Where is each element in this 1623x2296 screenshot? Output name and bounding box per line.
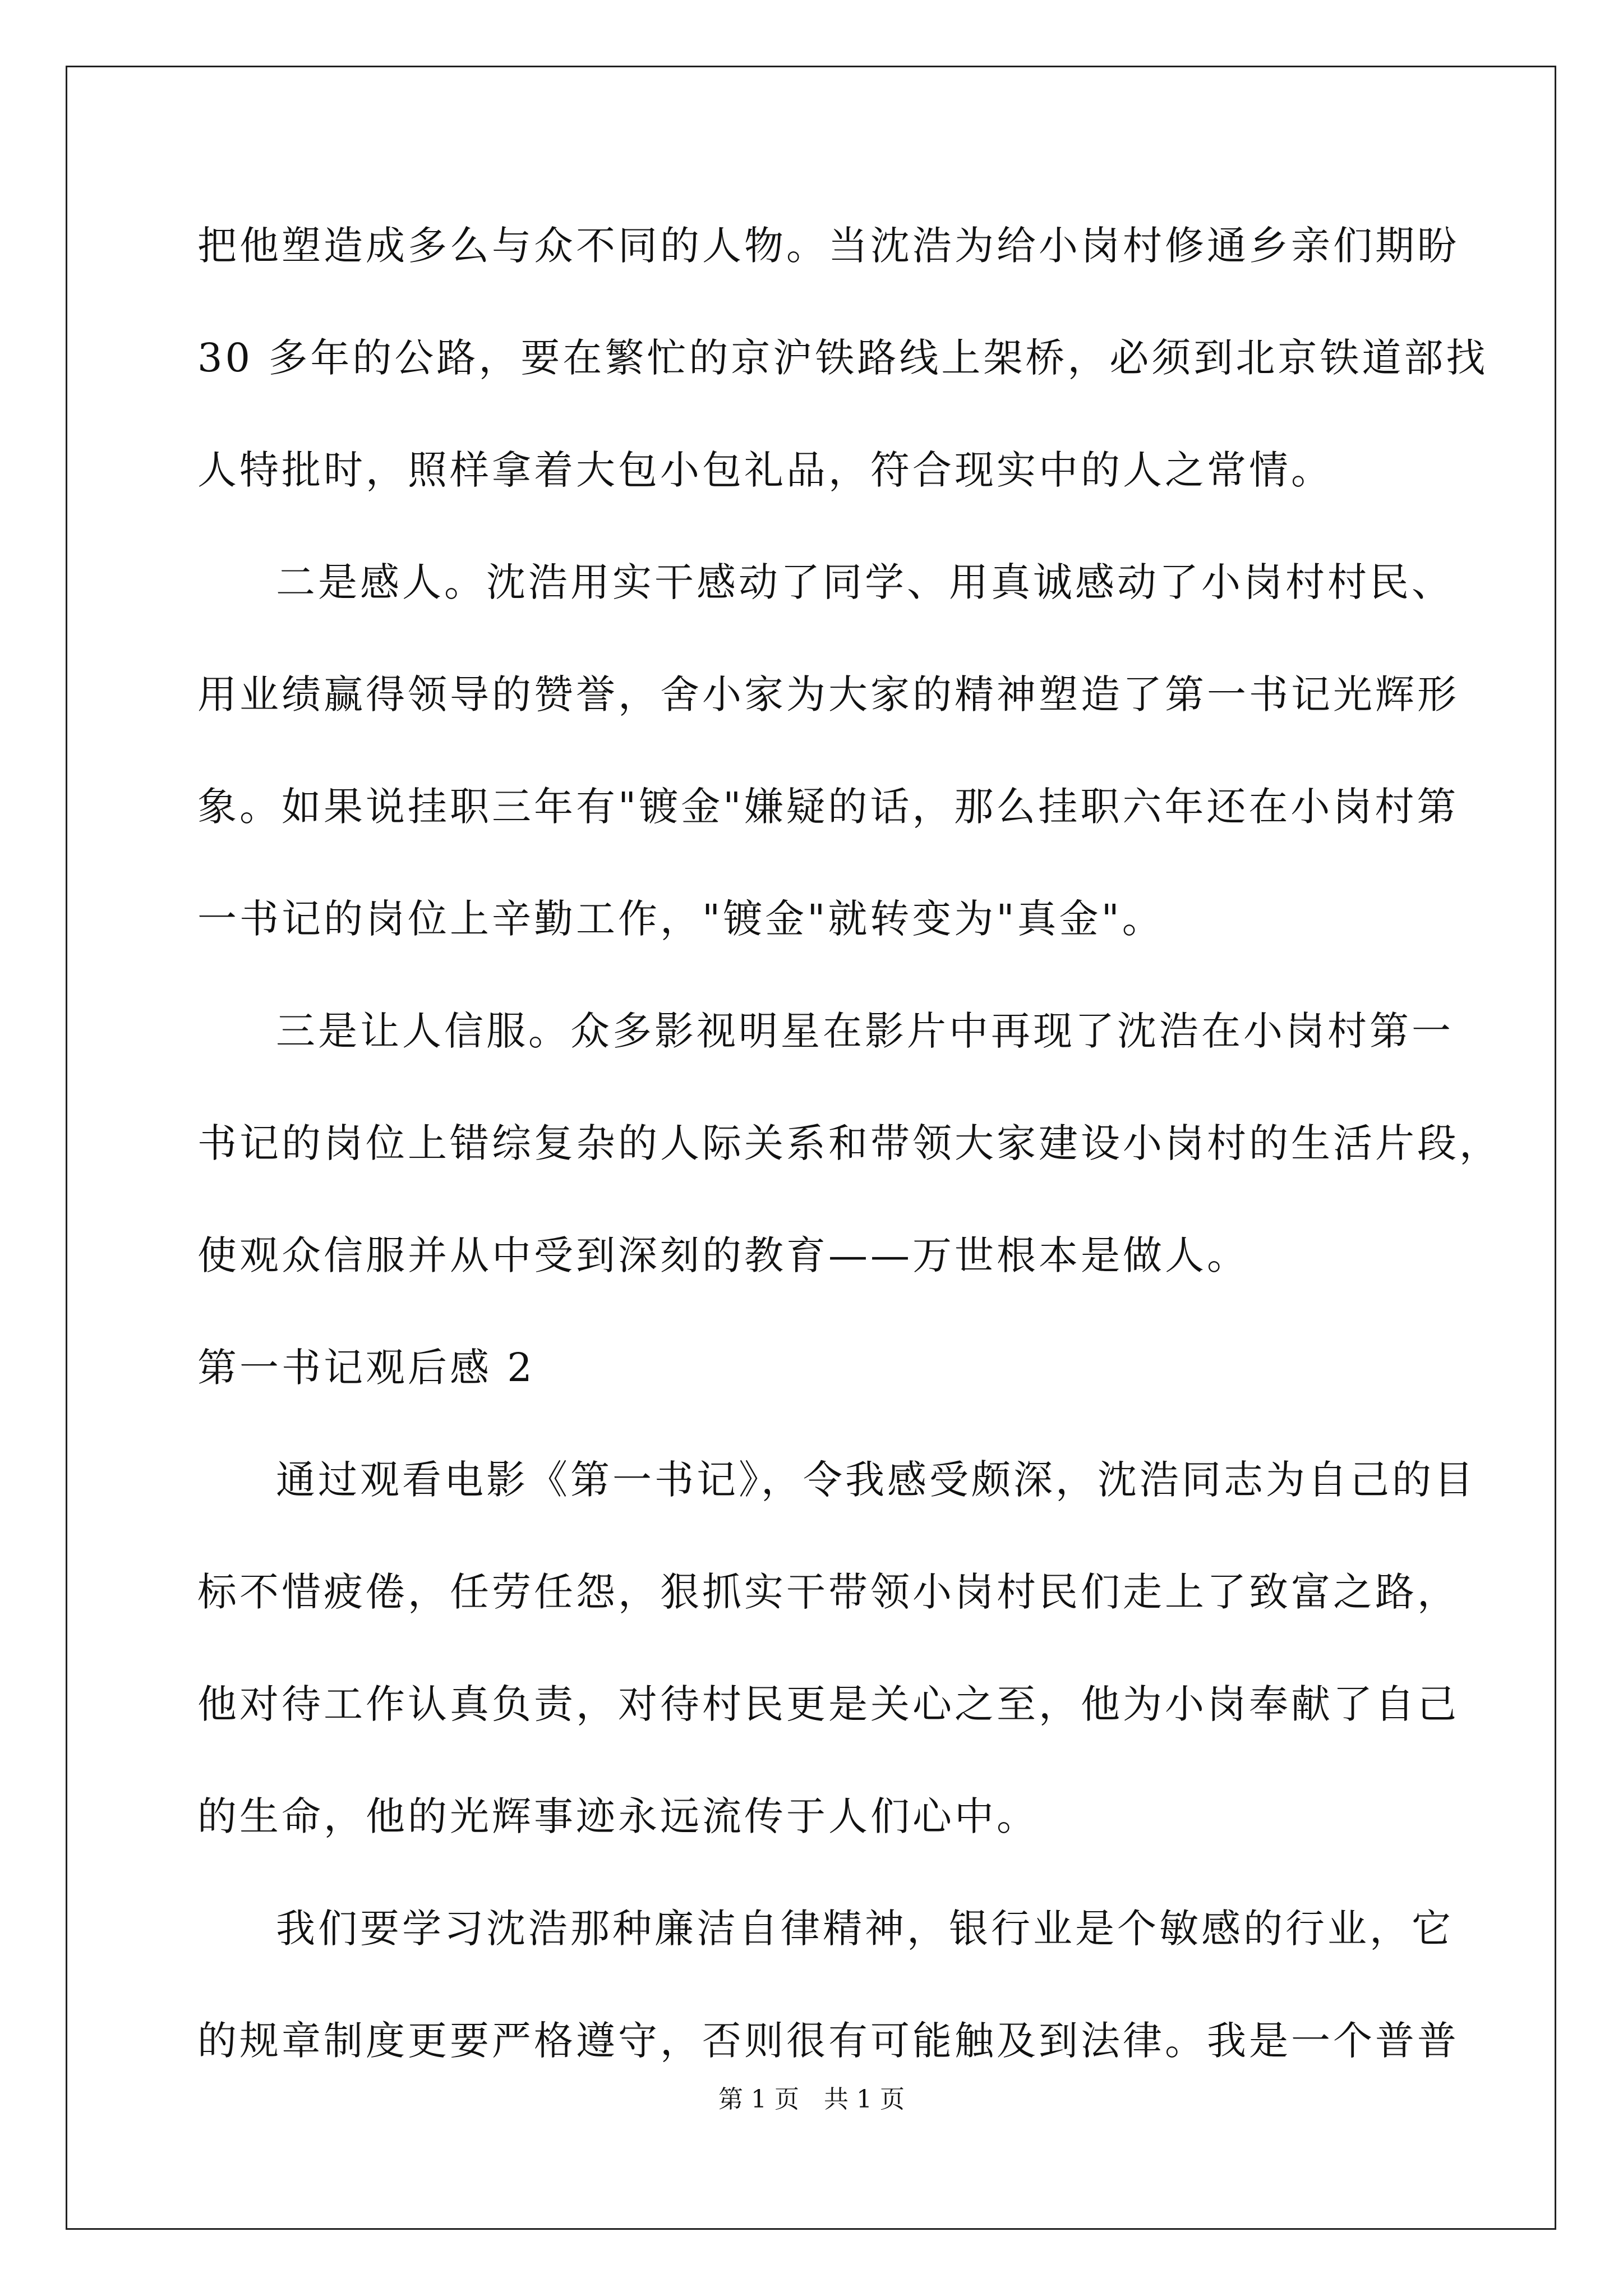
text-line: 30 多年的公路，要在繁忙的京沪铁路线上架桥，必须到北京铁道部找: [197, 335, 1488, 381]
text-line: 一书记的岗位上辛勤工作，"镀金"就转变为"真金"。: [197, 896, 1164, 942]
text-line: 用业绩赢得领导的赞誉，舍小家为大家的精神塑造了第一书记光辉形: [197, 671, 1459, 717]
paragraph-first-line: 我们要学习沈浩那种廉洁自律精神，银行业是个敏感的行业，它: [276, 1906, 1454, 1952]
text-line: 他对待工作认真负责，对待村民更是关心之至，他为小岗奉献了自己: [197, 1681, 1459, 1727]
paragraph-first-line: 三是让人信服。众多影视明星在影片中再现了沈浩在小岗村第一: [276, 1008, 1454, 1054]
text-line: 人特批时，照样拿着大包小包礼品，符合现实中的人之常情。: [197, 447, 1333, 493]
text-line: 使观众信服并从中受到深刻的教育——万世根本是做人。: [197, 1232, 1249, 1278]
page-number-footer: 第 1 页 共 1 页: [718, 2085, 905, 2114]
text-line: 书记的岗位上错综复杂的人际关系和带领大家建设小岗村的生活片段，: [197, 1120, 1501, 1166]
text-line: 把他塑造成多么与众不同的人物。当沈浩为给小岗村修通乡亲们期盼: [197, 223, 1459, 269]
text-line: 象。如果说挂职三年有"镀金"嫌疑的话，那么挂职六年还在小岗村第: [197, 784, 1459, 830]
section-heading: 第一书记观后感 2: [197, 1345, 535, 1391]
text-line: 的规章制度更要严格遵守，否则很有可能触及到法律。我是一个普普: [197, 2018, 1459, 2064]
text-line: 的生命，他的光辉事迹永远流传于人们心中。: [197, 1793, 1039, 1839]
paragraph-first-line: 二是感人。沈浩用实干感动了同学、用真诚感动了小岗村村民、: [276, 559, 1454, 605]
paragraph-first-line: 通过观看电影《第一书记》，令我感受颇深，沈浩同志为自己的目: [276, 1457, 1476, 1503]
text-line: 标不惜疲倦，任劳任怨，狠抓实干带领小岗村民们走上了致富之路，: [197, 1569, 1459, 1615]
